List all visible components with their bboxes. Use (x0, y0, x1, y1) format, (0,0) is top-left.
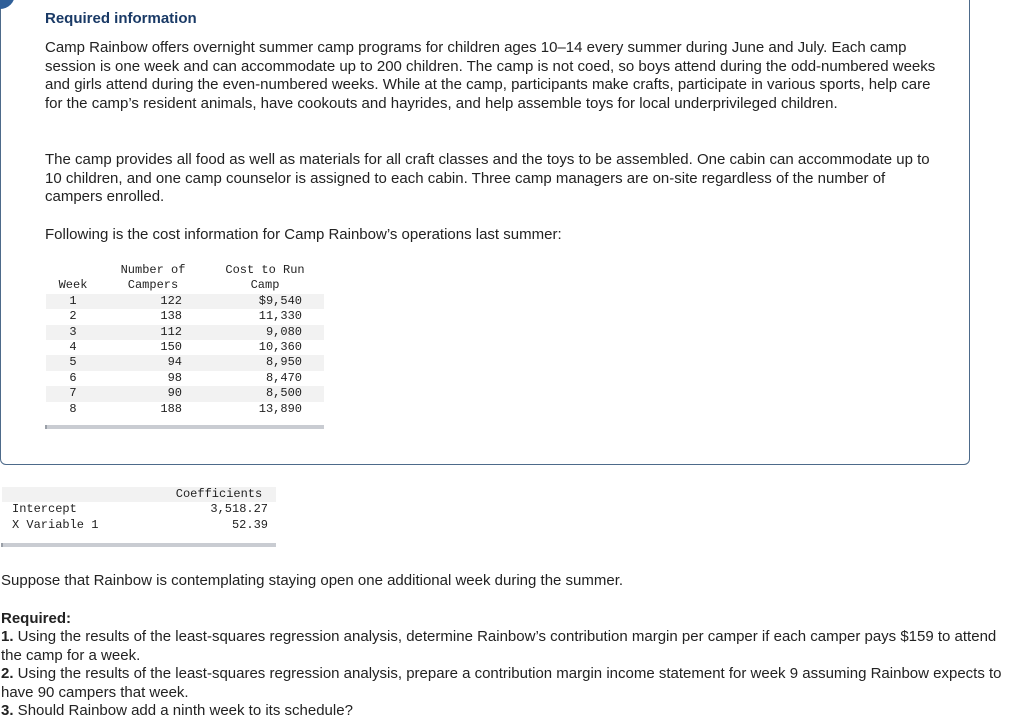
week-cell: 2 (46, 309, 100, 324)
cost-cell: 10,360 (206, 340, 324, 355)
coefficient-value: 52.39 (231, 517, 268, 532)
cost-cell: 9,080 (206, 325, 324, 340)
table-row (46, 294, 324, 309)
campers-cell: 112 (100, 325, 206, 340)
question-number: 2. (1, 665, 14, 682)
table-row (2, 502, 276, 517)
table-scrollbar[interactable] (46, 425, 324, 429)
coefficient-label: X Variable 1 (12, 517, 99, 532)
cost-cell: 11,330 (206, 309, 324, 324)
question-1 (1, 628, 1011, 665)
cost-cell: 13,890 (206, 402, 324, 417)
coefficient-label: Intercept (12, 502, 77, 517)
cost-cell: 8,500 (206, 386, 324, 401)
panel-badge-icon (0, 0, 15, 9)
cost-intro-paragraph: Following is the cost information for Camp Rainbow’s operations last summer: (45, 226, 562, 243)
week-cell: 7 (46, 386, 100, 401)
coefficient-value: 3,518.27 (210, 502, 268, 517)
question-2 (1, 665, 1011, 702)
question-text: Should Rainbow add a ninth week to its schedule? (13, 702, 353, 719)
required-information-heading: Required information (45, 10, 197, 27)
table-row (46, 309, 324, 324)
table-row (46, 325, 324, 340)
table-row (46, 371, 324, 386)
cost-table (45, 263, 324, 429)
question-text: Using the results of the least-squares regression analysis, prepare a contribution margin income statement for week 9 assuming Rainbow expects to have 90 campers that week. (1, 665, 1002, 701)
scenario-text: Suppose that Rainbow is contemplating staying open one additional week during the summer. (1, 572, 624, 589)
question-number: 1. (1, 628, 14, 645)
cost-cell: 8,470 (206, 371, 324, 386)
campers-header-line1: Number of (100, 263, 206, 278)
question-number: 3. (1, 702, 14, 719)
week-header: Week (46, 278, 100, 293)
cost-cell: 8,950 (206, 355, 324, 370)
table-row (46, 355, 324, 370)
cost-header-line1: Cost to Run (206, 263, 324, 278)
required-label: Required: (1, 610, 72, 627)
campers-cell: 188 (100, 402, 206, 417)
week-cell: 1 (46, 294, 100, 309)
week-cell: 6 (46, 371, 100, 386)
week-cell: 4 (46, 340, 100, 355)
table-row (46, 340, 324, 355)
campers-cell: 150 (100, 340, 206, 355)
table-row (46, 402, 324, 417)
camp-provisions-paragraph: The camp provides all food as well as materials for all craft classes and the toys to be assembled. One cabin can accommodate up to 10 children, and one camp counselor is assigned to each cabin. Three camp managers are on-site regardless of the number of campers enrolled. (45, 151, 930, 205)
cost-cell: $9,540 (206, 294, 324, 309)
table-row (46, 386, 324, 401)
campers-cell: 90 (100, 386, 206, 401)
question-text: Using the results of the least-squares regression analysis, determine Rainbow’s contribution margin per camper if each camper pays $159 to attend the camp for a week. (1, 628, 997, 664)
coefficients-table (1, 487, 277, 547)
camp-description-paragraph: Camp Rainbow offers overnight summer camp programs for children ages 10–14 every summer during June and July. Each camp session is one week and can accommodate up to 200 children. The camp is not coed, so boys attend during the odd-numbered weeks and girls attend during the even-numbered weeks. While at the camp, participants make crafts, participate in various sports, help care for the camp’s resident animals, have cookouts and hayrides, and help assemble toys for local underprivileged children. (45, 39, 936, 112)
campers-cell: 138 (100, 309, 206, 324)
coefficients-header: Coefficients (162, 487, 276, 502)
week-cell: 3 (46, 325, 100, 340)
question-3 (1, 702, 1011, 721)
cost-header-line2: Camp (206, 278, 324, 293)
campers-cell: 98 (100, 371, 206, 386)
table-scrollbar[interactable] (2, 543, 276, 547)
campers-cell: 94 (100, 355, 206, 370)
campers-header-line2: Campers (100, 278, 206, 293)
week-cell: 8 (46, 402, 100, 417)
week-cell: 5 (46, 355, 100, 370)
table-row (2, 518, 276, 533)
campers-cell: 122 (100, 294, 206, 309)
